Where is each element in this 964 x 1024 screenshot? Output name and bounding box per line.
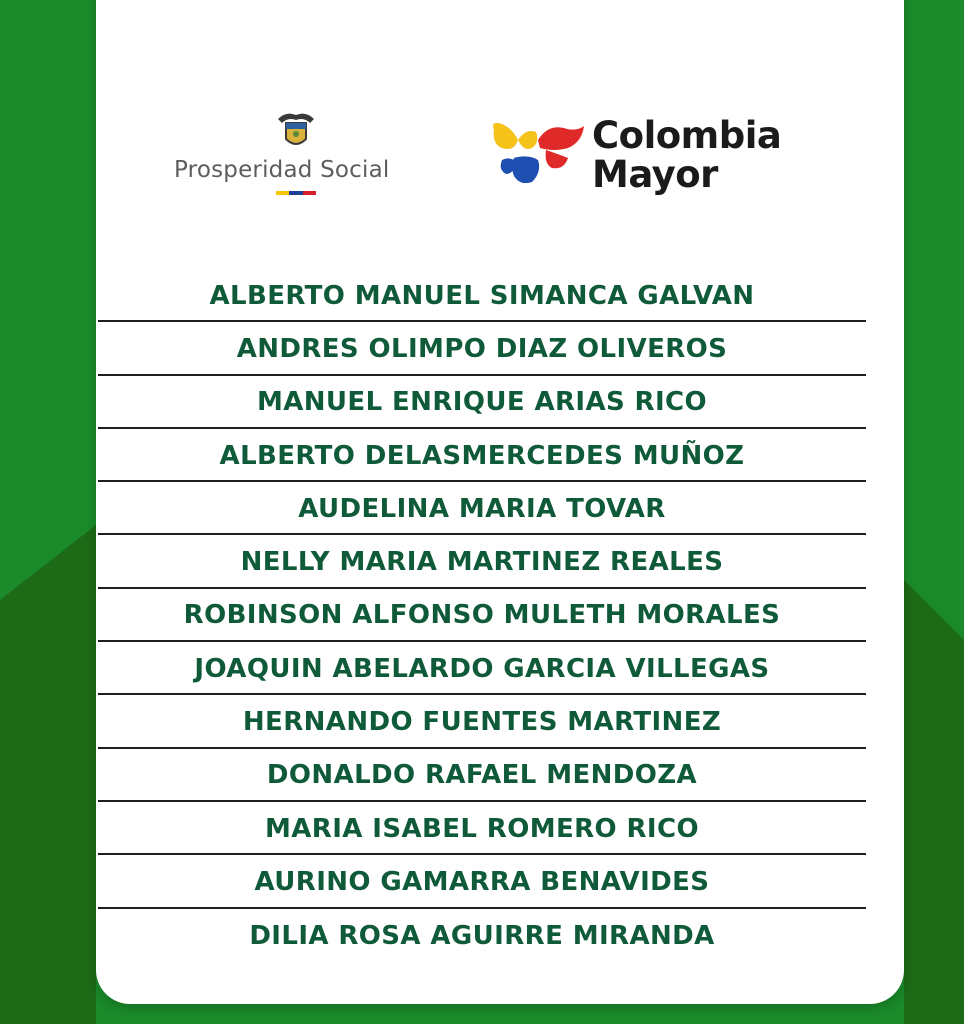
list-item (98, 429, 866, 482)
name-text: HERNANDO FUENTES MARTINEZ (242, 707, 722, 738)
list-item (98, 909, 866, 962)
list-item (98, 802, 866, 855)
coat-of-arms-icon (274, 109, 318, 153)
colombia-mayor-line1: Colombia (592, 114, 782, 157)
name-text: MANUEL ENRIQUE ARIAS RICO (256, 387, 708, 418)
butterflies-icon (488, 118, 588, 190)
name-text: JOAQUIN ABELARDO GARCIA VILLEGAS (194, 653, 770, 684)
list-item (98, 749, 866, 802)
colombia-mayor-text (592, 116, 781, 194)
list-item (98, 589, 866, 642)
colombia-mayor-logo (488, 112, 818, 202)
name-text: ANDRES OLIMPO DIAZ OLIVEROS (236, 333, 728, 364)
name-text: ALBERTO MANUEL SIMANCA GALVAN (209, 280, 755, 311)
name-text: DONALDO RAFAEL MENDOZA (266, 760, 698, 791)
list-item (98, 482, 866, 535)
colombia-flag-bar (276, 191, 316, 195)
names-list (98, 269, 866, 962)
name-text: ALBERTO DELASMERCEDES MUÑOZ (219, 440, 745, 471)
list-item (98, 269, 866, 322)
prosperidad-social-logo (170, 105, 430, 205)
name-text: NELLY MARIA MARTINEZ REALES (240, 547, 724, 578)
name-text: ROBINSON ALFONSO MULETH MORALES (183, 600, 781, 631)
list-item (98, 535, 866, 588)
prosperidad-social-text: Prosperidad Social (174, 157, 390, 183)
name-text: AUDELINA MARIA TOVAR (298, 493, 666, 524)
list-item (98, 855, 866, 908)
name-text: AURINO GAMARRA BENAVIDES (254, 866, 710, 897)
list-item (98, 376, 866, 429)
list-item (98, 322, 866, 375)
name-text: MARIA ISABEL ROMERO RICO (265, 813, 699, 844)
colombia-mayor-line2: Mayor (592, 153, 718, 196)
list-item (98, 642, 866, 695)
name-text: DILIA ROSA AGUIRRE MIRANDA (249, 921, 715, 952)
list-item (98, 695, 866, 748)
